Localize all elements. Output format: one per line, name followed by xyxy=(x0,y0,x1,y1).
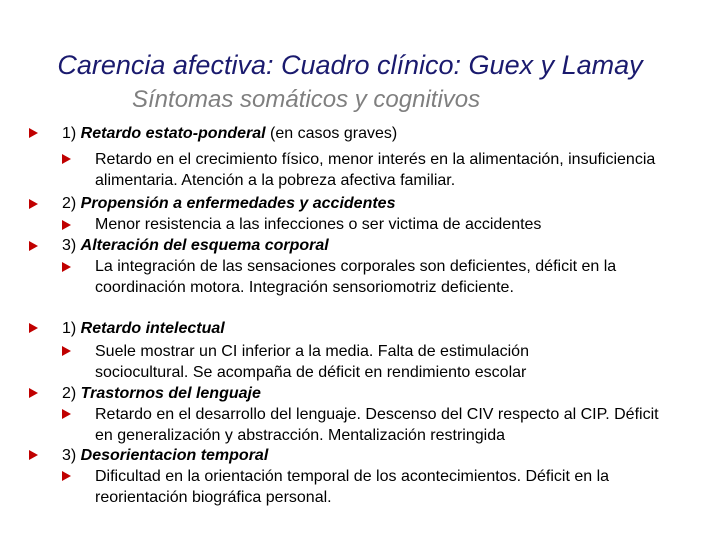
list-item-detail: Retardo en el desarrollo del lenguaje. Descenso del CIV respecto al CIP. Déficit en generalización y abstracción. Mentalización restringida xyxy=(95,406,659,444)
slide-title: Carencia afectiva: Cuadro clínico: Guex y Lamay xyxy=(57,50,643,80)
list-item-heading: 2) Trastornos del lenguaje xyxy=(62,385,261,402)
item-heading: Desorientacion temporal xyxy=(80,447,269,464)
triangle-right-icon xyxy=(62,346,71,356)
item-heading: Retardo estato-ponderal xyxy=(80,125,266,142)
triangle-right-icon xyxy=(62,409,71,419)
triangle-right-icon xyxy=(62,471,71,481)
triangle-right-icon xyxy=(62,220,71,230)
list-item-heading: 3) Desorientacion temporal xyxy=(62,447,269,464)
slide-subtitle: Síntomas somáticos y cognitivos xyxy=(132,86,481,113)
triangle-right-icon xyxy=(62,154,71,164)
triangle-right-icon xyxy=(29,128,38,138)
list-item-heading: 1) Retardo estato-ponderal (en casos graves) xyxy=(62,125,398,142)
triangle-right-icon xyxy=(29,199,38,209)
list-item-detail: Suele mostrar un CI inferior a la media. Falta de estimulación sociocultural. Se acompaña de déficit en rendimiento escolar xyxy=(95,343,529,381)
triangle-right-icon xyxy=(62,262,71,272)
triangle-right-icon xyxy=(29,450,38,460)
triangle-right-icon xyxy=(29,388,38,398)
item-heading: Retardo intelectual xyxy=(80,320,225,337)
triangle-right-icon xyxy=(29,241,38,251)
list-item-detail: Dificultad en la orientación temporal de los acontecimientos. Déficit en la reorientación biográfica personal. xyxy=(95,468,610,506)
list-item-detail: Retardo en el crecimiento físico, menor interés en la alimentación, insuficiencia alimentaria. Atención a la pobreza afectiva familiar. xyxy=(95,151,656,189)
item-heading: Propensión a enfermedades y accidentes xyxy=(80,195,396,212)
list-item-heading: 1) Retardo intelectual xyxy=(62,320,225,337)
list-item-heading: 3) Alteración del esquema corporal xyxy=(62,237,329,254)
list-item-detail: Menor resistencia a las infecciones o ser victima de accidentes xyxy=(95,216,542,233)
item-heading: Trastornos del lenguaje xyxy=(80,385,261,402)
list-item-detail: La integración de las sensaciones corporales son deficientes, déficit en la coordinación motora. Integración sensoriomotriz deficiente. xyxy=(95,258,617,296)
item-heading: Alteración del esquema corporal xyxy=(80,237,329,254)
triangle-right-icon xyxy=(29,323,38,333)
list-item-heading: 2) Propensión a enfermedades y accidentes xyxy=(62,195,396,212)
